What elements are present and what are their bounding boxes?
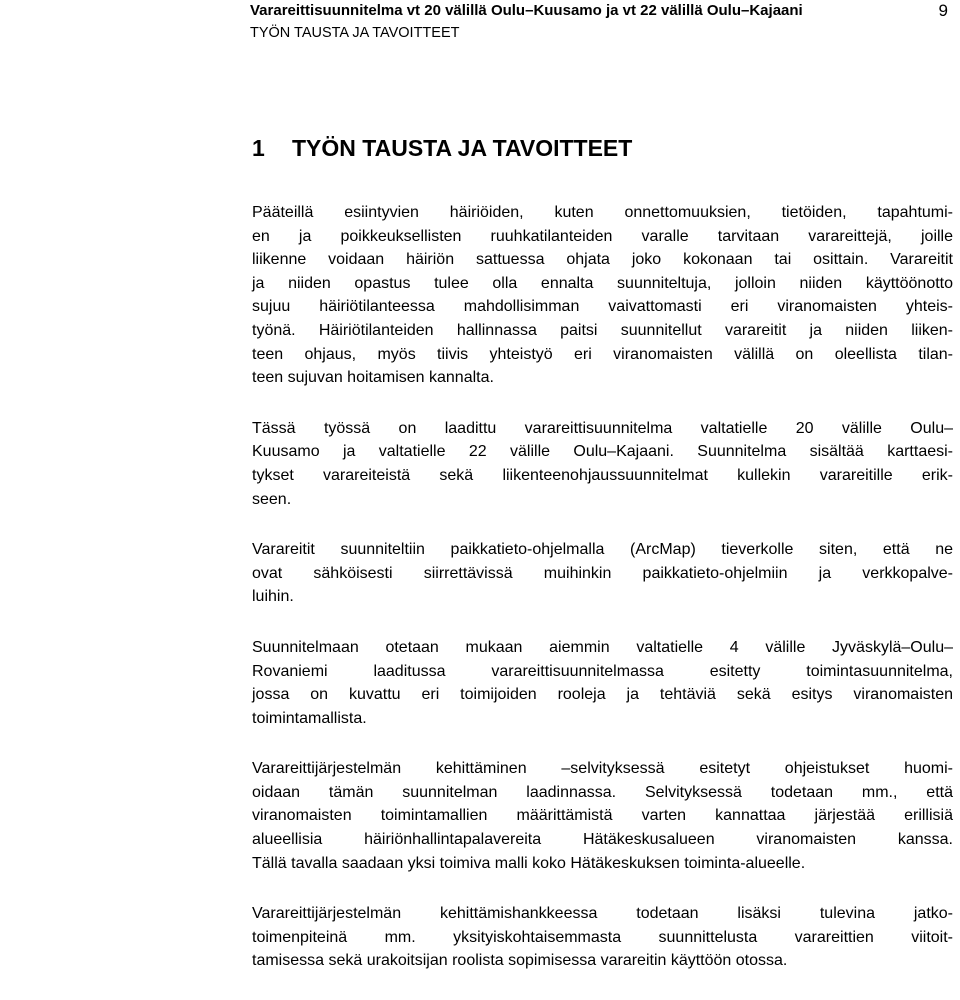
text-line: luihin. [252, 588, 294, 606]
paragraph [252, 757, 953, 875]
page-number: 9 [938, 1, 948, 20]
text-line: teen ohjaus, myös tiivis yhteistyö eri viranomaisten välillä on oleellista tilan- [252, 345, 953, 363]
text-line: Tässä työssä on laadittu varareittisuunnitelma valtatielle 20 välille Oulu– [252, 419, 953, 437]
body-text [252, 201, 953, 1000]
paragraph [252, 417, 953, 511]
paragraph [252, 902, 953, 973]
text-line: Suunnitelmaan otetaan mukaan aiemmin valtatielle 4 välille Jyväskylä–Oulu– [252, 638, 953, 656]
text-line: Tällä tavalla saadaan yksi toimiva malli koko Hätäkeskuksen toiminta-alueelle. [252, 854, 806, 872]
text-line: Varareitit suunniteltiin paikkatieto-ohjelmalla (ArcMap) tieverkolle siten, että ne [252, 541, 953, 559]
chapter-subtitle: TYÖN TAUSTA JA TAVOITTEET [250, 25, 460, 41]
section-heading [252, 133, 632, 163]
text-line: Varareittijärjestelmän kehittämishankkeessa todetaan lisäksi tulevina jatko- [252, 905, 953, 923]
paragraph [252, 636, 953, 730]
text-line: Rovaniemi laaditussa varareittisuunnitelmassa esitetty toimintasuunnitelma, [252, 662, 953, 680]
section-title: TYÖN TAUSTA JA TAVOITTEET [292, 135, 633, 161]
text-line: teen sujuvan hoitamisen kannalta. [252, 369, 494, 387]
text-line: toimintamallista. [252, 709, 367, 727]
text-line: tykset varareiteistä sekä liikenteenohjaussuunnitelmat kullekin varareitille erik- [252, 466, 953, 484]
text-line: tamisessa sekä urakoitsijan roolista sopimisessa varareitin käyttöön otossa. [252, 952, 788, 970]
section-number: 1 [252, 135, 265, 161]
text-line: Pääteillä esiintyvien häiriöiden, kuten onnettomuuksien, tietöiden, tapahtumi- [252, 204, 953, 221]
paragraph [252, 538, 953, 609]
running-header [250, 0, 950, 44]
text-line: jossa on kuvattu eri toimijoiden rooleja ja tehtäviä sekä esitys viranomaisten [252, 686, 953, 704]
text-line: oidaan tämän suunnitelman laadinnassa. Selvityksessä todetaan mm., että [252, 783, 953, 801]
text-line: sujuu häiriötilanteessa mahdollisimman vaivattomasti eri viranomaisten yhteis- [252, 298, 953, 316]
text-line: en ja poikkeuksellisten ruuhkatilanteiden varalle tarvitaan varareittejä, joille [252, 227, 953, 245]
text-line: liikenne voidaan häiriön sattuessa ohjata joko kokonaan tai osittain. Varareitit [252, 251, 953, 269]
text-line: Kuusamo ja valtatielle 22 välille Oulu–Kajaani. Suunnitelma sisältää karttaesi- [252, 443, 953, 461]
text-line: seen. [252, 490, 292, 508]
text-line: työnä. Häiriötilanteiden hallinnassa paitsi suunnitellut varareitit ja niiden liiken- [252, 321, 953, 339]
text-line: Varareittijärjestelmän kehittäminen –selvityksessä esitetyt ohjeistukset huomi- [252, 760, 953, 778]
text-line: alueellisia häiriönhallintapalavereita Hätäkeskusalueen viranomaisten kanssa. [252, 831, 953, 849]
text-line: ovat sähköisesti siirrettävissä muihinkin paikkatieto-ohjelmiin ja verkkopalve- [252, 564, 953, 582]
text-line: toimenpiteinä mm. yksityiskohtaisemmasta suunnittelusta varareittien viitoit- [252, 928, 953, 946]
paragraph [252, 201, 953, 390]
document-title: Varareittisuunnitelma vt 20 välillä Oulu–Kuusamo ja vt 22 välillä Oulu–Kajaani [250, 2, 803, 19]
text-line: viranomaisten toimintamallien määrittämistä varten kannattaa järjestää erillisiä [252, 807, 953, 825]
text-line: ja niiden opastus tulee olla ennalta suunniteltuja, jolloin niiden käyttöönotto [252, 274, 953, 292]
